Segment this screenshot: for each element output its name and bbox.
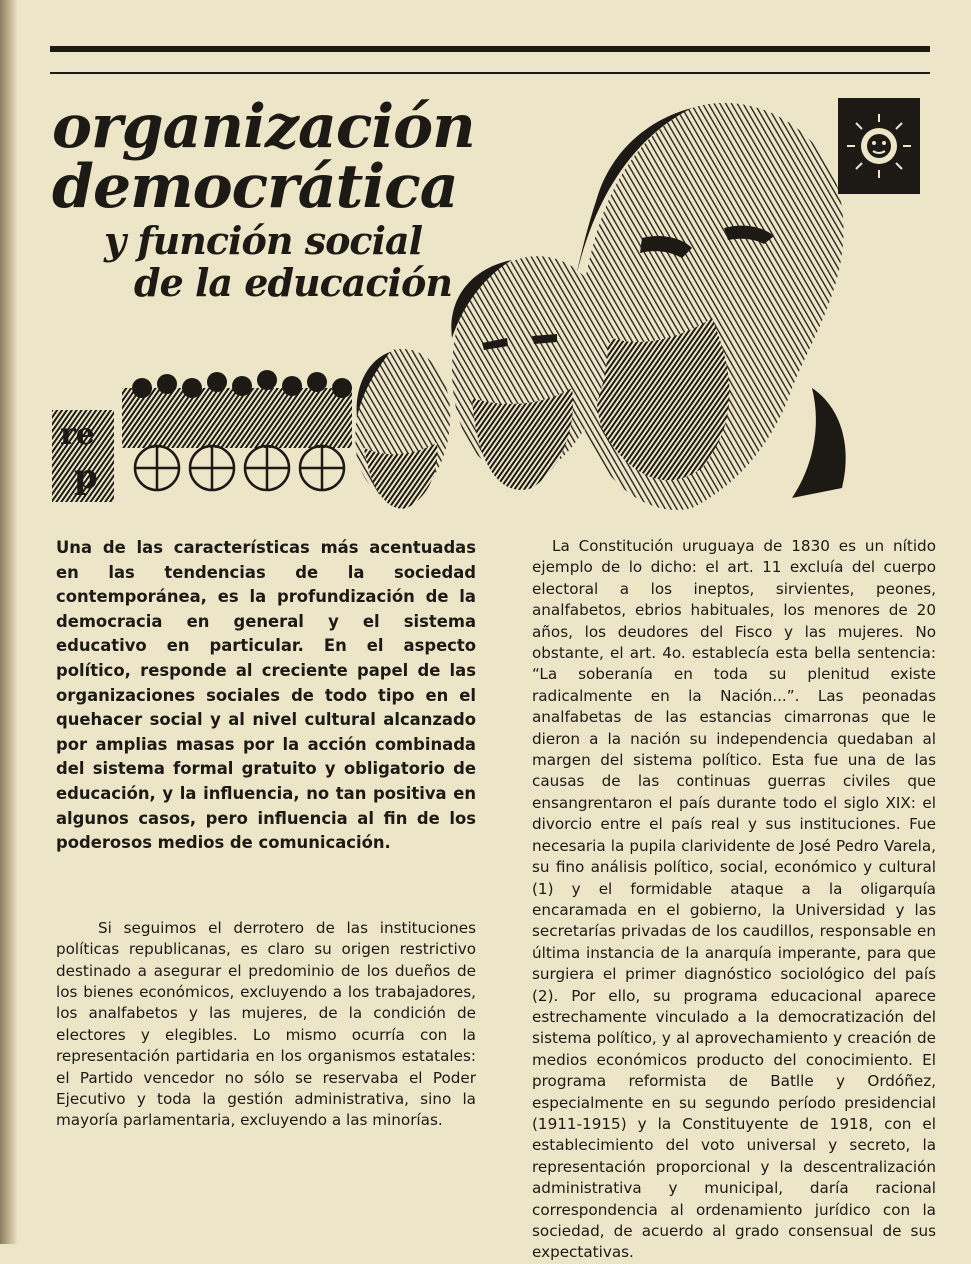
body-paragraph-left: Si seguimos el derrotero de las instituciones políticas republicanas, es claro su origen restrictivo destinado a asegurar el predominio de los dueños de los bienes económicos, excluyendo a los trabajadores, los analfabetos y las mujeres, de la condición de electores y elegibles. Lo mismo ocurría con la representación partidaria en los organismos estatales: el Partido vencedor no sólo se reservaba el Poder Ejecutivo y toda la gestión administrativa, sino la mayoría parlamentaria, excluyendo a las minorías. — [56, 918, 476, 1130]
top-rule — [50, 46, 930, 52]
lead-paragraph: Una de las características más acentuadas en las tendencias de la sociedad contemporánea, es la profundización de la democracia en general y el sistema educativo en particular. En el aspecto político, responde al creciente papel de las organizaciones sociales de todo tipo en el quehacer social y al nivel cultural alcanzado por amplias masas por la acción combinada del sistema formal gratuito y obligatorio de educación, y la influencia, no tan positiva en algunos casos, pero influencia al fin de los poderosos medios de comunicación. — [56, 538, 476, 853]
crowd-illustration — [122, 370, 352, 448]
page-subtitle-line-1: y función social — [104, 218, 423, 263]
page-title-line-2: democrática — [52, 152, 458, 222]
svg-text:re: re — [60, 417, 95, 452]
portrait-large — [572, 103, 846, 510]
header-rule — [50, 72, 930, 74]
rep-logo — [52, 410, 114, 502]
right-column — [532, 536, 936, 1264]
page-edge — [0, 0, 18, 1244]
body-paragraph-right: La Constitución uruguaya de 1830 es un nítido ejemplo de lo dicho: el art. 11 excluía del cuerpo electoral a los ineptos, sirvientes, peones, analfabetos, ebrios habituales, los menores de 20 años, los deudores del Fisco y las mujeres. No obstante, el art. 4o. establecía esta bella sentencia: “La soberanía en toda su plenitud existe radicalmente en la Nación...”. Las peonadas analfabetas de las estancias cimarronas que le dieron a la nación su independencia quedaban al margen del sistema político. Esta fue una de las causas de las continuas guerras civiles que ensangrentaron el país durante todo el siglo XIX: el divorcio entre el país real y sus instituciones. Fue necesaria la pupila clarividente de José Pedro Varela, su fino análisis político, social, económico y cultural (1) y el formidable ataque a la oligarquía encaramada en el gobierno, la Universidad y las secretarías privadas de los caudillos, responsable en última instancia de la anarquía imperante, para que surgiera el primer diagnóstico sociológico del país (2). Por ello, su programa educacional aparece estrechamente vinculado a la democratización del sistema político, y al aprovechamiento y creación de medios económicos producto del conocimiento. El programa reformista de Batlle y Ordóñez, especialmente en su segundo período presidencial (1911-1915) y la Constituyente de 1918, con el establecimiento del voto universal y secreto, la representación proporcional y la descentralización administrativa y municipal, daría racional correspondencia al ordenamiento jurídico con la sociedad, de acuerdo al grado consensual de sus expectativas. — [532, 537, 936, 1262]
globes-row — [135, 446, 344, 490]
page-title-line-1: organización — [52, 92, 475, 162]
svg-text:p: p — [74, 457, 98, 497]
sun-emblem-icon — [838, 98, 920, 194]
portrait-medium — [451, 256, 607, 490]
portrait-small — [355, 349, 450, 509]
left-column — [56, 536, 476, 1132]
page-subtitle-line-2: de la educación — [134, 260, 452, 305]
